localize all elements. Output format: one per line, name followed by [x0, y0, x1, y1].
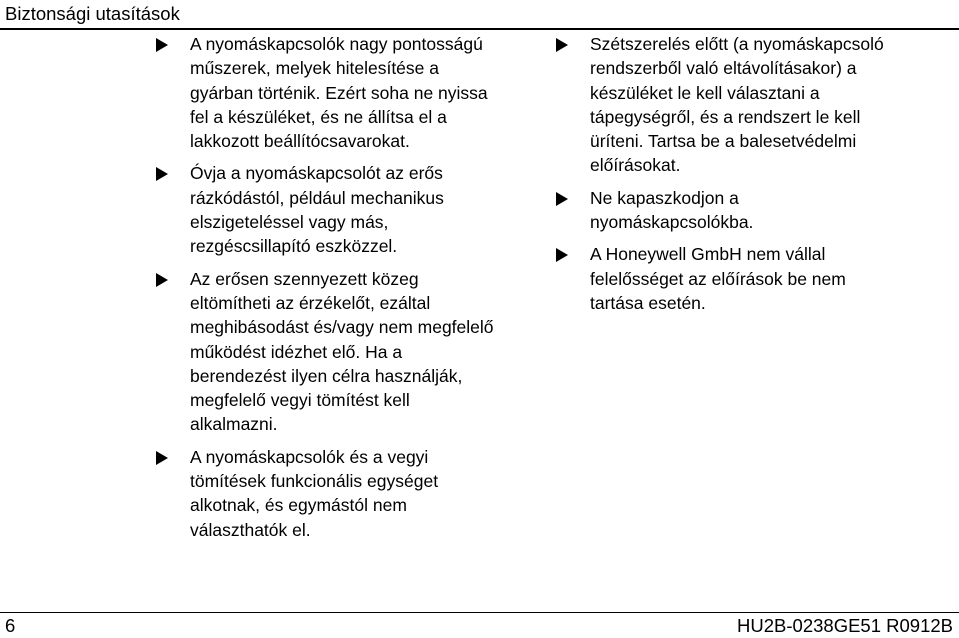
bullet-line: választhatók el. [190, 519, 311, 540]
bullet-line: Ne kapaszkodjon a [590, 187, 739, 208]
bullet-line: rázkódástól, például mechanikus [190, 187, 444, 208]
bullet-item [556, 186, 956, 235]
triangle-bullet-icon [556, 38, 568, 52]
left-bullet-list [156, 32, 540, 550]
bullet-line: fel a készüléket, és ne állítsa el a [190, 106, 447, 127]
right-bullet-list [556, 32, 956, 323]
bullet-line: A Honeywell GmbH nem vállal [590, 244, 826, 265]
bullet-line: eltömítheti az érzékelőt, ezáltal [190, 292, 431, 313]
triangle-bullet-icon [156, 167, 168, 181]
bullet-item [156, 32, 540, 153]
triangle-bullet-icon [556, 248, 568, 262]
bullet-line: rendszerből való eltávolításakor) a [590, 58, 857, 79]
bullet-item [556, 32, 956, 178]
bullet-line: alkalmazni. [190, 414, 278, 435]
bullet-line: tartása esetén. [590, 292, 706, 313]
bullet-line: felelősséget az előírások be nem [590, 268, 846, 289]
bullet-line: berendezést ilyen célra használják, [190, 365, 463, 386]
bullet-line: műszerek, melyek hitelesítése a [190, 58, 439, 79]
bullet-line: rezgéscsillapító eszközzel. [190, 236, 398, 257]
triangle-bullet-icon [156, 451, 168, 465]
bullet-line: elszigeteléssel vagy más, [190, 212, 389, 233]
triangle-bullet-icon [156, 38, 168, 52]
bullet-line: nyomáskapcsolókba. [590, 212, 754, 233]
bullet-line: működést idézhet elő. Ha a [190, 341, 403, 362]
bullet-line: Óvja a nyomáskapcsolót az erős [190, 163, 443, 184]
page-number: 6 [5, 615, 16, 636]
bullet-item [156, 267, 540, 437]
bullet-line: Az erősen szennyezett közeg [190, 268, 419, 289]
bullet-item [556, 242, 956, 315]
triangle-bullet-icon [156, 273, 168, 287]
bullet-line: üríteni. Tartsa be a balesetvédelmi [590, 131, 857, 152]
bullet-line: Szétszerelés előtt (a nyomáskapcsoló [590, 34, 884, 54]
header-rule [0, 28, 959, 30]
bullet-line: készüléket le kell választani a [590, 82, 820, 103]
bullet-line: tömítések funkcionális egységet [190, 471, 439, 492]
bullet-line: A nyomáskapcsolók nagy pontosságú [190, 34, 483, 54]
bullet-item [156, 161, 540, 258]
bullet-item [156, 445, 540, 542]
document-id: HU2B-0238GE51 R0912B [737, 615, 953, 636]
bullet-line: meghibásodást és/vagy nem megfelelő [190, 317, 494, 338]
triangle-bullet-icon [556, 192, 568, 206]
bullet-line: alkotnak, és egymástól nem [190, 495, 407, 516]
bullet-line: megfelelő vegyi tömítést kell [190, 390, 410, 411]
section-title: Biztonsági utasítások [5, 3, 180, 24]
bullet-line: gyárban történik. Ezért soha ne nyissa [190, 82, 488, 103]
bullet-line: előírásokat. [590, 155, 681, 176]
bullet-line: tápegységről, és a rendszert le kell [590, 106, 861, 127]
bullet-line: A nyomáskapcsolók és a vegyi [190, 446, 429, 467]
footer-rule [0, 612, 959, 613]
bullet-line: lakkozott beállítócsavarokat. [190, 131, 410, 152]
